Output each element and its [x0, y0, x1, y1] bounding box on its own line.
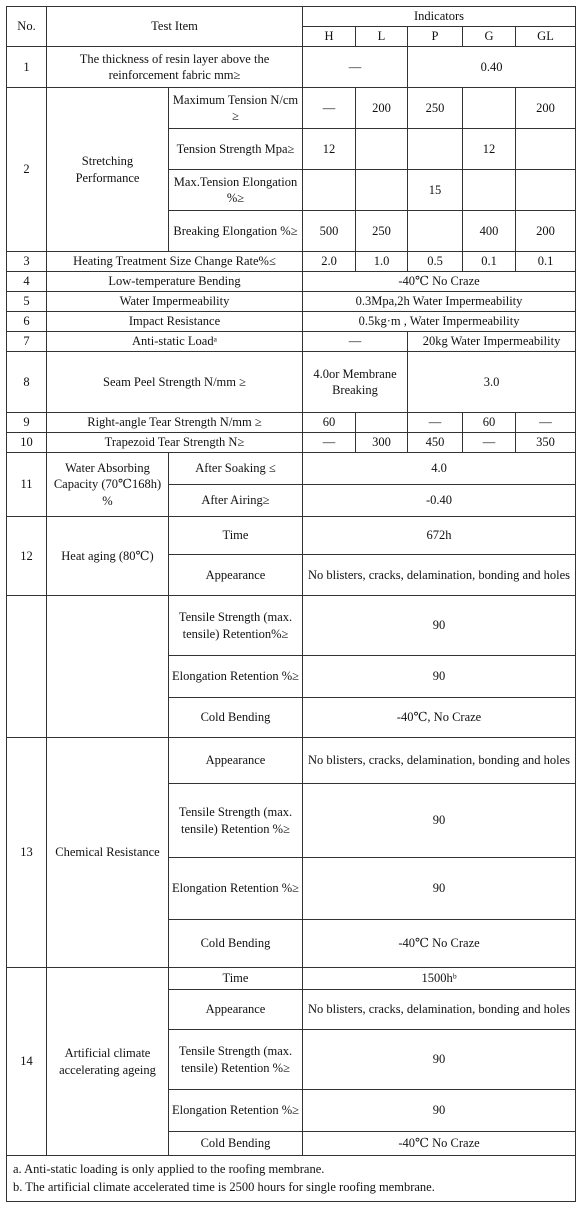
- value-cell: —: [303, 88, 356, 129]
- value-cell: 90: [303, 784, 576, 858]
- value-cell: -40℃ No Craze: [303, 1132, 576, 1156]
- value-cell: 0.5kg·m , Water Impermeability: [303, 312, 576, 332]
- sub-item: Tensile Strength (max. tensile) Retention%≥: [169, 596, 303, 656]
- value-cell: —: [303, 433, 356, 453]
- value-cell: 0.40: [408, 47, 576, 88]
- value-cell: 672h: [303, 517, 576, 555]
- value-cell: [463, 88, 516, 129]
- sub-item: Tension Strength Mpa≥: [169, 129, 303, 170]
- value-cell: 60: [463, 413, 516, 433]
- value-cell: 0.5: [408, 252, 463, 272]
- sub-item: Max.Tension Elongation %≥: [169, 170, 303, 211]
- row-number: 9: [7, 413, 47, 433]
- test-item: Water Absorbing Capacity (70℃168h) %: [47, 453, 169, 517]
- test-item: Low-temperature Bending: [47, 272, 303, 292]
- sub-item: After Airing≥: [169, 485, 303, 517]
- value-cell: [408, 129, 463, 170]
- header-indicators: Indicators: [303, 7, 576, 27]
- sub-item: Elongation Retention %≥: [169, 656, 303, 698]
- value-cell: 450: [408, 433, 463, 453]
- value-cell: [463, 170, 516, 211]
- sub-item: Cold Bending: [169, 698, 303, 738]
- test-item: Heating Treatment Size Change Rate%≤: [47, 252, 303, 272]
- value-cell: 90: [303, 656, 576, 698]
- row-number: 8: [7, 352, 47, 413]
- row-number-blank: [7, 596, 47, 738]
- header-col-p: P: [408, 27, 463, 47]
- value-cell: 4.0or Membrane Breaking: [303, 352, 408, 413]
- test-item: Trapezoid Tear Strength N≥: [47, 433, 303, 453]
- value-cell: 3.0: [408, 352, 576, 413]
- sub-item: Elongation Retention %≥: [169, 1090, 303, 1132]
- value-cell: 0.1: [516, 252, 576, 272]
- test-item: Artificial climate accelerating ageing: [47, 968, 169, 1156]
- value-cell: 12: [303, 129, 356, 170]
- test-item: Chemical Resistance: [47, 738, 169, 968]
- value-cell: 250: [356, 211, 408, 252]
- value-cell: 1.0: [356, 252, 408, 272]
- row-number: 2: [7, 88, 47, 252]
- row-number: 5: [7, 292, 47, 312]
- value-cell: 0.3Mpa,2h Water Impermeability: [303, 292, 576, 312]
- value-cell: 60: [303, 413, 356, 433]
- sub-item: Cold Bending: [169, 920, 303, 968]
- value-cell: [516, 129, 576, 170]
- value-cell: [356, 170, 408, 211]
- row-number: 13: [7, 738, 47, 968]
- value-cell: 200: [516, 211, 576, 252]
- sub-item: Cold Bending: [169, 1132, 303, 1156]
- value-cell: -40℃ No Craze: [303, 272, 576, 292]
- header-col-h: H: [303, 27, 356, 47]
- header-no: No.: [7, 7, 47, 47]
- test-item: Impact Resistance: [47, 312, 303, 332]
- row-number: 7: [7, 332, 47, 352]
- value-cell: —: [303, 332, 408, 352]
- value-cell: No blisters, cracks, delamination, bonding and holes: [303, 555, 576, 596]
- value-cell: —: [516, 413, 576, 433]
- value-cell: 350: [516, 433, 576, 453]
- value-cell: [408, 211, 463, 252]
- value-cell: 15: [408, 170, 463, 211]
- indicators-table: [6, 6, 576, 1202]
- value-cell: 0.1: [463, 252, 516, 272]
- sub-item: Elongation Retention %≥: [169, 858, 303, 920]
- sub-item: Appearance: [169, 555, 303, 596]
- row-number: 12: [7, 517, 47, 596]
- value-cell: -40℃, No Craze: [303, 698, 576, 738]
- value-cell: —: [408, 413, 463, 433]
- value-cell: [356, 129, 408, 170]
- test-item: Stretching Performance: [47, 88, 169, 252]
- value-cell: 2.0: [303, 252, 356, 272]
- value-cell: 1500hᵇ: [303, 968, 576, 990]
- row-number: 1: [7, 47, 47, 88]
- test-item: Seam Peel Strength N/mm ≥: [47, 352, 303, 413]
- row-number: 10: [7, 433, 47, 453]
- value-cell: [356, 413, 408, 433]
- footnote-a: a. Anti-static loading is only applied to the roofing membrane.: [13, 1162, 325, 1176]
- test-item: Heat aging (80℃): [47, 517, 169, 596]
- sub-item: Time: [169, 517, 303, 555]
- value-cell: 90: [303, 1030, 576, 1090]
- value-cell: [516, 170, 576, 211]
- value-cell: 200: [516, 88, 576, 129]
- value-cell: 12: [463, 129, 516, 170]
- value-cell: 20kg Water Impermeability: [408, 332, 576, 352]
- header-test-item: Test Item: [47, 7, 303, 47]
- test-item: Anti-static Loadᵃ: [47, 332, 303, 352]
- value-cell: No blisters, cracks, delamination, bonding and holes: [303, 738, 576, 784]
- value-cell: No blisters, cracks, delamination, bonding and holes: [303, 990, 576, 1030]
- value-cell: 90: [303, 858, 576, 920]
- value-cell: [303, 170, 356, 211]
- sub-item: Tensile Strength (max. tensile) Retention %≥: [169, 784, 303, 858]
- value-cell: 500: [303, 211, 356, 252]
- value-cell: —: [463, 433, 516, 453]
- test-item: Right-angle Tear Strength N/mm ≥: [47, 413, 303, 433]
- footnote-b: b. The artificial climate accelerated time is 2500 hours for single roofing membrane.: [13, 1180, 435, 1195]
- header-col-g: G: [463, 27, 516, 47]
- value-cell: 250: [408, 88, 463, 129]
- value-cell: -40℃ No Craze: [303, 920, 576, 968]
- value-cell: —: [303, 47, 408, 88]
- test-item-blank: [47, 596, 169, 738]
- value-cell: 90: [303, 1090, 576, 1132]
- value-cell: 400: [463, 211, 516, 252]
- footnotes: [7, 1156, 576, 1202]
- value-cell: 4.0: [303, 453, 576, 485]
- row-number: 3: [7, 252, 47, 272]
- sub-item: Time: [169, 968, 303, 990]
- sub-item: Maximum Tension N/cm ≥: [169, 88, 303, 129]
- sub-item: Appearance: [169, 990, 303, 1030]
- value-cell: 90: [303, 596, 576, 656]
- header-col-gl: GL: [516, 27, 576, 47]
- test-item: Water Impermeability: [47, 292, 303, 312]
- sub-item: Tensile Strength (max. tensile) Retention %≥: [169, 1030, 303, 1090]
- value-cell: -0.40: [303, 485, 576, 517]
- row-number: 14: [7, 968, 47, 1156]
- row-number: 4: [7, 272, 47, 292]
- sub-item: After Soaking ≤: [169, 453, 303, 485]
- sub-item: Breaking Elongation %≥: [169, 211, 303, 252]
- test-item: The thickness of resin layer above the reinforcement fabric mm≥: [47, 47, 303, 88]
- value-cell: 200: [356, 88, 408, 129]
- row-number: 6: [7, 312, 47, 332]
- sub-item: Appearance: [169, 738, 303, 784]
- header-col-l: L: [356, 27, 408, 47]
- row-number: 11: [7, 453, 47, 517]
- value-cell: 300: [356, 433, 408, 453]
